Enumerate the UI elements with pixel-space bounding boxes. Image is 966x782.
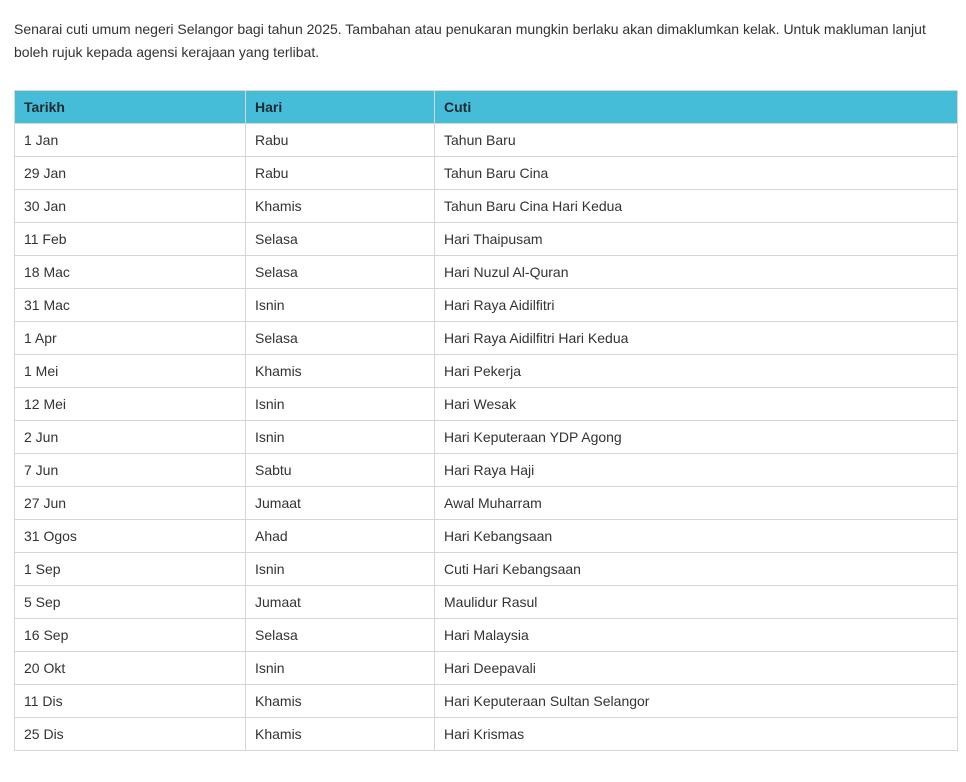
cell-date: 5 Sep [15, 586, 246, 619]
cell-holiday: Hari Deepavali [435, 652, 958, 685]
cell-day: Rabu [246, 157, 435, 190]
cell-date: 1 Sep [15, 553, 246, 586]
table-row [15, 421, 958, 454]
cell-day: Ahad [246, 520, 435, 553]
cell-holiday: Hari Raya Haji [435, 454, 958, 487]
cell-date: 1 Jan [15, 124, 246, 157]
cell-holiday: Hari Wesak [435, 388, 958, 421]
cell-date: 29 Jan [15, 157, 246, 190]
table-row [15, 124, 958, 157]
cell-date: 18 Mac [15, 256, 246, 289]
cell-day: Selasa [246, 619, 435, 652]
cell-holiday: Hari Pekerja [435, 355, 958, 388]
cell-date: 1 Apr [15, 322, 246, 355]
header-day: Hari [246, 91, 435, 124]
cell-holiday: Awal Muharram [435, 487, 958, 520]
cell-holiday: Tahun Baru Cina Hari Kedua [435, 190, 958, 223]
cell-day: Selasa [246, 256, 435, 289]
table-row [15, 553, 958, 586]
cell-date: 30 Jan [15, 190, 246, 223]
table-row [15, 256, 958, 289]
cell-date: 20 Okt [15, 652, 246, 685]
intro-paragraph: Senarai cuti umum negeri Selangor bagi tahun 2025. Tambahan atau penukaran mungkin berlaku akan dimaklumkan kelak. Untuk makluman lanjut boleh rujuk kepada agensi kerajaan yang terlibat. [14, 21, 926, 60]
cell-holiday: Hari Krismas [435, 718, 958, 751]
cell-day: Selasa [246, 223, 435, 256]
cell-day: Isnin [246, 652, 435, 685]
table-row [15, 223, 958, 256]
cell-holiday: Hari Keputeraan YDP Agong [435, 421, 958, 454]
table-header-row [15, 91, 958, 124]
table-row [15, 355, 958, 388]
table-row [15, 454, 958, 487]
table-row [15, 388, 958, 421]
cell-date: 2 Jun [15, 421, 246, 454]
table-body [15, 124, 958, 751]
table-row [15, 520, 958, 553]
cell-day: Khamis [246, 190, 435, 223]
cell-date: 11 Dis [15, 685, 246, 718]
header-holiday: Cuti [435, 91, 958, 124]
cell-date: 11 Feb [15, 223, 246, 256]
table-row [15, 652, 958, 685]
table-row [15, 190, 958, 223]
table-row [15, 685, 958, 718]
cell-holiday: Hari Keputeraan Sultan Selangor [435, 685, 958, 718]
cell-day: Jumaat [246, 586, 435, 619]
cell-date: 1 Mei [15, 355, 246, 388]
cell-day: Selasa [246, 322, 435, 355]
cell-day: Isnin [246, 553, 435, 586]
table-row [15, 619, 958, 652]
cell-day: Khamis [246, 718, 435, 751]
cell-day: Rabu [246, 124, 435, 157]
cell-day: Isnin [246, 421, 435, 454]
cell-day: Khamis [246, 685, 435, 718]
cell-holiday: Hari Raya Aidilfitri Hari Kedua [435, 322, 958, 355]
cell-date: 25 Dis [15, 718, 246, 751]
table-row [15, 322, 958, 355]
cell-date: 7 Jun [15, 454, 246, 487]
cell-date: 31 Mac [15, 289, 246, 322]
cell-holiday: Cuti Hari Kebangsaan [435, 553, 958, 586]
table-row [15, 718, 958, 751]
cell-day: Isnin [246, 289, 435, 322]
cell-day: Khamis [246, 355, 435, 388]
cell-holiday: Hari Nuzul Al-Quran [435, 256, 958, 289]
cell-date: 16 Sep [15, 619, 246, 652]
table-row [15, 157, 958, 190]
cell-holiday: Hari Kebangsaan [435, 520, 958, 553]
cell-holiday: Tahun Baru Cina [435, 157, 958, 190]
cell-holiday: Tahun Baru [435, 124, 958, 157]
cell-holiday: Hari Raya Aidilfitri [435, 289, 958, 322]
table-row [15, 487, 958, 520]
cell-date: 12 Mei [15, 388, 246, 421]
cell-date: 27 Jun [15, 487, 246, 520]
table-row [15, 586, 958, 619]
cell-day: Isnin [246, 388, 435, 421]
table-row [15, 289, 958, 322]
cell-day: Sabtu [246, 454, 435, 487]
cell-holiday: Hari Thaipusam [435, 223, 958, 256]
cell-holiday: Maulidur Rasul [435, 586, 958, 619]
cell-day: Jumaat [246, 487, 435, 520]
header-date: Tarikh [15, 91, 246, 124]
cell-date: 31 Ogos [15, 520, 246, 553]
holiday-table [14, 90, 958, 751]
cell-holiday: Hari Malaysia [435, 619, 958, 652]
